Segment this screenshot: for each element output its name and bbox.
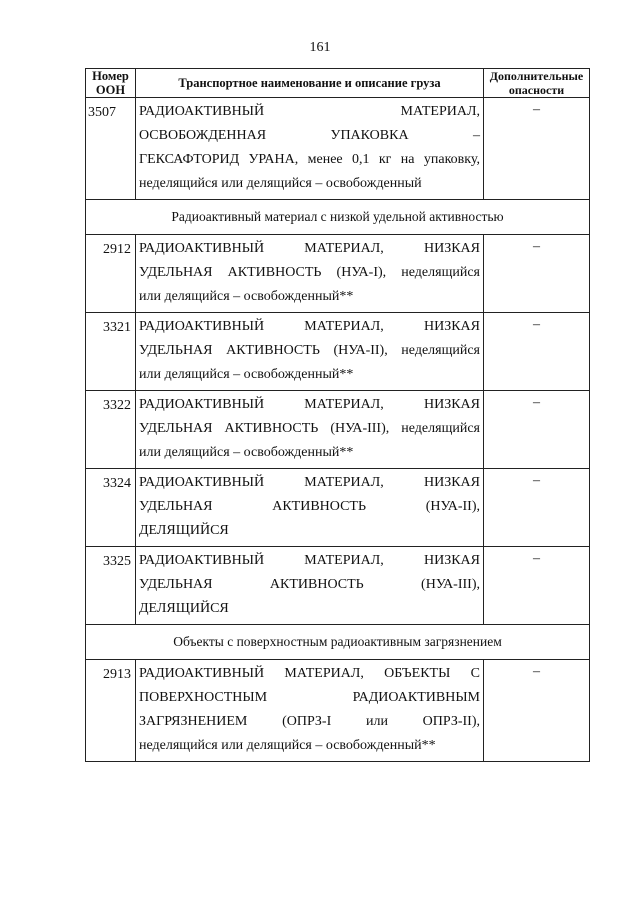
description-line: ДЕЛЯЩИЙСЯ	[139, 601, 229, 616]
description-line: РАДИОАКТИВНЫЙ МАТЕРИАЛ, НИЗКАЯ	[139, 241, 480, 256]
description-line: ДЕЛЯЩИЙСЯ	[139, 523, 229, 538]
un-numbers-table	[85, 68, 590, 762]
section-heading-row	[86, 625, 590, 660]
section-heading-row	[86, 200, 590, 235]
description-cell	[136, 313, 484, 391]
description-line: или делящийся – освобожденный**	[139, 367, 354, 382]
table-row	[86, 313, 590, 391]
additional-hazard-cell: –	[484, 469, 590, 547]
description-cell	[136, 469, 484, 547]
description-cell	[136, 547, 484, 625]
description-line: или делящийся – освобожденный**	[139, 289, 354, 304]
un-number-cell: 3324	[86, 469, 136, 547]
section-heading: Радиоактивный материал с низкой удельной активностью	[86, 200, 590, 235]
table-row	[86, 391, 590, 469]
description-line: ЗАГРЯЗНЕНИЕМ (ОПРЗ-I или ОПРЗ-II),	[139, 714, 480, 729]
description-line: УДЕЛЬНАЯ АКТИВНОСТЬ (НУА-II),	[139, 499, 480, 514]
table-row	[86, 547, 590, 625]
description-line: ОСВОБОЖДЕННАЯ УПАКОВКА –	[139, 128, 480, 143]
table-row	[86, 660, 590, 762]
additional-hazard-cell: –	[484, 391, 590, 469]
un-number-cell: 2912	[86, 235, 136, 313]
table-body	[86, 98, 590, 762]
description-cell	[136, 98, 484, 200]
description-line: РАДИОАКТИВНЫЙ МАТЕРИАЛ, НИЗКАЯ	[139, 319, 480, 334]
section-heading: Объекты с поверхностным радиоактивным загрязнением	[86, 625, 590, 660]
description-line: УДЕЛЬНАЯ АКТИВНОСТЬ (НУА-III), неделящийся	[139, 421, 480, 436]
description-line: РАДИОАКТИВНЫЙ МАТЕРИАЛ,	[139, 104, 480, 119]
table-header-row	[86, 69, 590, 98]
description-line: УДЕЛЬНАЯ АКТИВНОСТЬ (НУА-II), неделящийся	[139, 343, 480, 358]
description-line: РАДИОАКТИВНЫЙ МАТЕРИАЛ, НИЗКАЯ	[139, 397, 480, 412]
description-line: ПОВЕРХНОСТНЫМ РАДИОАКТИВНЫМ	[139, 690, 480, 705]
description-line: ГЕКСАФТОРИД УРАНА, менее 0,1 кг на упаковку,	[139, 152, 480, 167]
header-additional-hazards: Дополнительные опасности	[484, 69, 590, 98]
additional-hazard-cell: –	[484, 547, 590, 625]
un-number-cell: 3322	[86, 391, 136, 469]
additional-hazard-cell: –	[484, 98, 590, 200]
description-cell	[136, 235, 484, 313]
description-line: УДЕЛЬНАЯ АКТИВНОСТЬ (НУА-III),	[139, 577, 480, 592]
header-description: Транспортное наименование и описание груза	[136, 69, 484, 98]
header-un-number: Номер ООН	[86, 69, 136, 98]
un-number-cell: 3507	[86, 98, 136, 200]
table-row	[86, 235, 590, 313]
description-line: РАДИОАКТИВНЫЙ МАТЕРИАЛ, НИЗКАЯ	[139, 553, 480, 568]
table-row	[86, 469, 590, 547]
un-number-cell: 3321	[86, 313, 136, 391]
description-line: неделящийся или делящийся – освобожденный**	[139, 738, 436, 753]
un-number-cell: 3325	[86, 547, 136, 625]
description-line: УДЕЛЬНАЯ АКТИВНОСТЬ (НУА-I), неделящийся	[139, 265, 480, 280]
description-cell	[136, 391, 484, 469]
additional-hazard-cell: –	[484, 235, 590, 313]
description-line: РАДИОАКТИВНЫЙ МАТЕРИАЛ, ОБЪЕКТЫ С	[139, 666, 480, 681]
additional-hazard-cell: –	[484, 313, 590, 391]
table-row	[86, 98, 590, 200]
additional-hazard-cell: –	[484, 660, 590, 762]
un-number-cell: 2913	[86, 660, 136, 762]
description-line: неделящийся или делящийся – освобожденный	[139, 176, 422, 191]
page-number: 161	[309, 40, 331, 55]
description-line: РАДИОАКТИВНЫЙ МАТЕРИАЛ, НИЗКАЯ	[139, 475, 480, 490]
description-line: или делящийся – освобожденный**	[139, 445, 354, 460]
description-cell	[136, 660, 484, 762]
